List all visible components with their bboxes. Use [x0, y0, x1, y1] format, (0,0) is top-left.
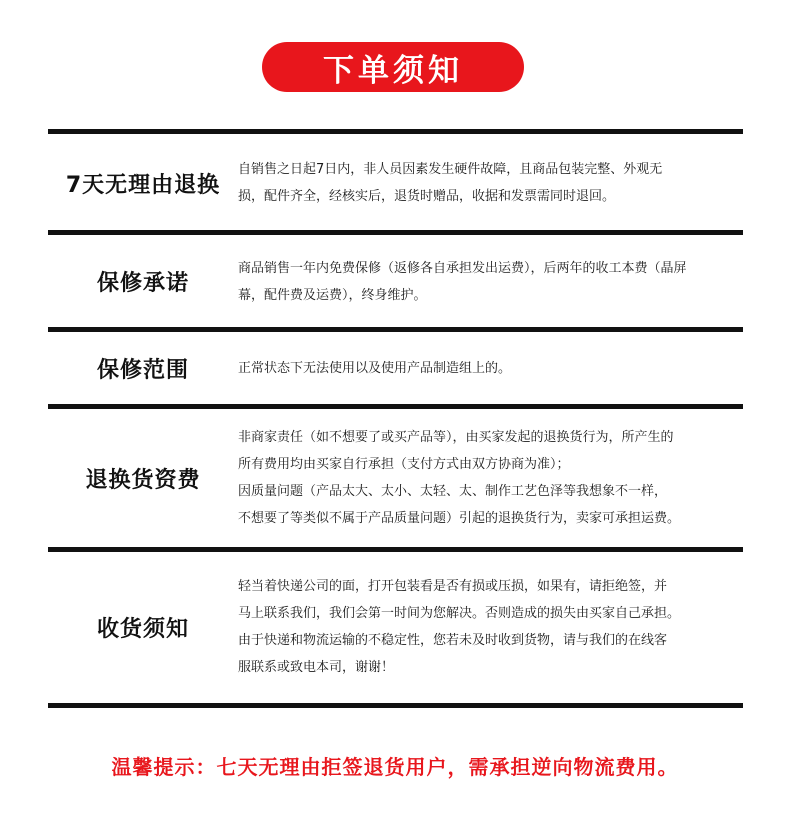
section-body	[238, 156, 743, 210]
section-text-line: 自销售之日起7日内，非人员因素发生硬件故障，且商品包装完整、外观无	[238, 162, 663, 177]
section-body	[238, 355, 743, 382]
section-body	[238, 424, 743, 532]
page-title: 下单须知	[323, 52, 463, 89]
section-text-line: 所有费用均由买家自行承担（支付方式由双方协商为准）；	[238, 457, 570, 472]
section-text-line: 正常状态下无法使用以及使用产品制造组上的。	[238, 361, 512, 376]
section-receiving-notice	[48, 552, 743, 702]
section-label: 收货须知	[96, 616, 189, 642]
section-label: 保修范围	[96, 358, 189, 383]
section-text-line: 商品销售一年内免费保修（返修各自承担发出运费），后两年的收工本费（晶屏	[238, 260, 687, 276]
section-return-fees	[48, 409, 743, 547]
section-body	[238, 255, 743, 309]
divider	[48, 703, 743, 708]
section-warranty-scope	[48, 332, 743, 405]
section-text-line: 损，配件齐全，经核实后，退货时赠品，收据和发票需同时退回。	[238, 189, 616, 204]
section-body	[238, 573, 743, 681]
section-text-line: 服联系或致电本司，谢谢！	[238, 660, 395, 675]
footer-warning: 温馨提示：七天无理由拒签退货用户，需承担逆向物流费用。	[111, 755, 679, 779]
section-text-line: 由于快递和物流运输的不稳定性，您若未及时收到货物，请与我们的在线客	[238, 633, 668, 648]
section-text-line: 非商家责任（如不想要了或买产品等），由买家发起的退换货行为，所产生的	[238, 430, 674, 445]
section-text-line: 不想要了等类似不属于产品质量问题）引起的退换货行为，卖家可承担运费。	[238, 511, 681, 526]
section-text-line: 因质量问题（产品太大、太小、太轻、太、制作工艺色泽等我想象不一样，	[238, 484, 668, 499]
section-text-line: 马上联系我们，我们会第一时间为您解决。否则造成的损失由买家自己承担。	[238, 606, 681, 621]
section-return-policy	[48, 134, 743, 232]
section-warranty-promise	[48, 235, 743, 328]
section-label: 保修承诺	[96, 271, 189, 296]
section-text-line: 轻当着快递公司的面，打开包装看是否有损或压损，如果有，请拒绝签，并	[238, 579, 668, 594]
section-text-line: 幕，配件费及运费），终身维护。	[238, 287, 427, 303]
section-label: 7天无理由退换	[65, 172, 221, 198]
title-banner	[262, 42, 524, 92]
section-label: 退换货资费	[85, 467, 201, 493]
